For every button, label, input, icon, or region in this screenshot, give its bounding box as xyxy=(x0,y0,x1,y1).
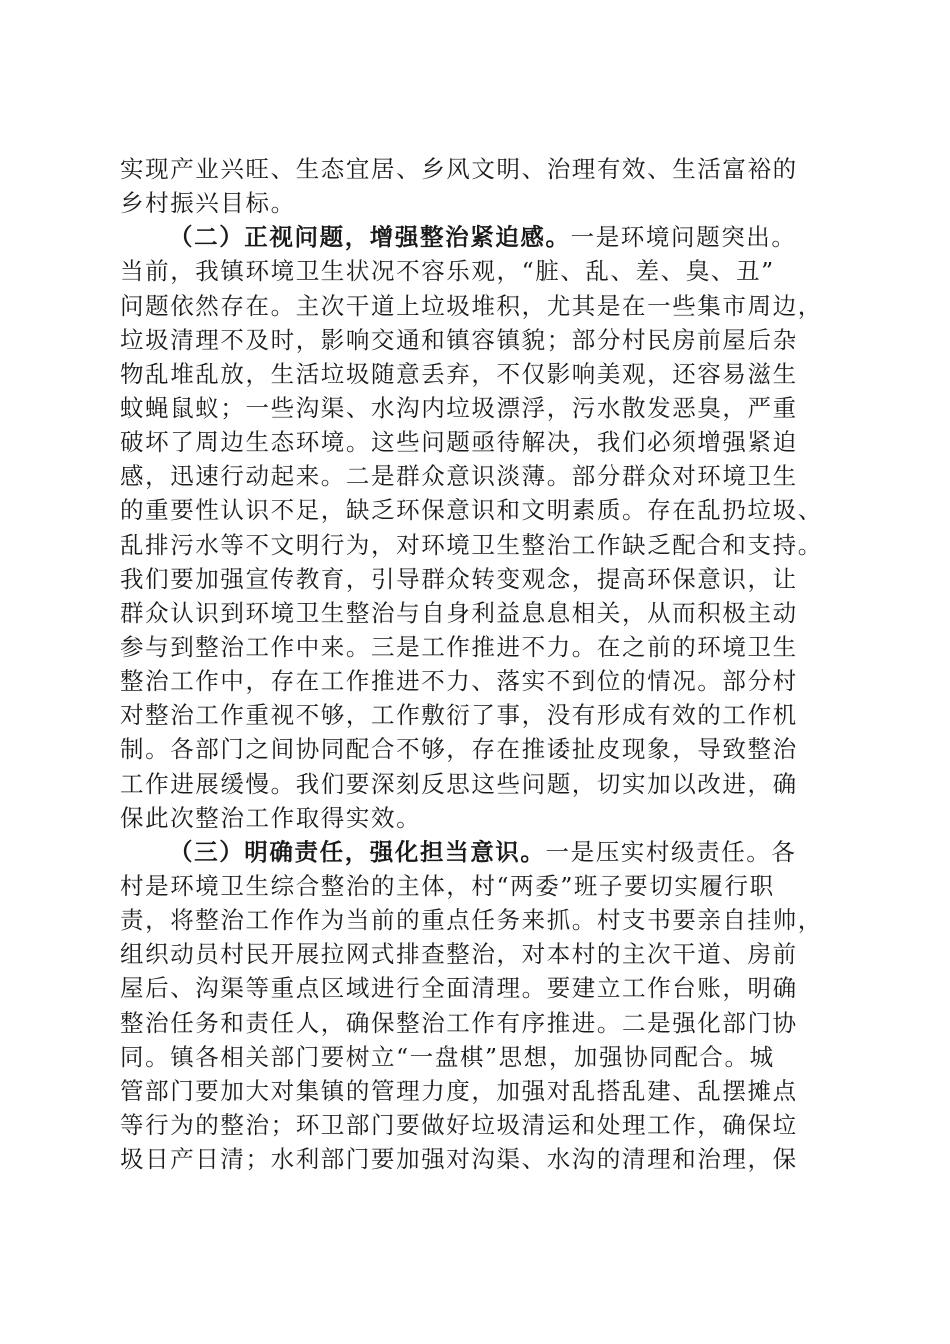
text-line: 整治工作中，存在工作推进不力、落实不到位的情况。部分村 xyxy=(120,667,798,696)
text-line: 组织动员村民开展拉网式排查整治，对本村的主次干道、房前 xyxy=(120,940,798,969)
text-line: 问题依然存在。主次干道上垃圾堆积，尤其是在一些集市周边， xyxy=(120,291,823,320)
paragraph-2 xyxy=(120,220,840,835)
text-run: 一是压实村级责任。各 xyxy=(545,837,797,866)
text-line: 实现产业兴旺、生态宜居、乡风文明、治理有效、生活富裕的 xyxy=(120,155,798,183)
text-line: 乡村振兴目标。 xyxy=(120,189,296,218)
text-line: 群众认识到环境卫生整治与自身利益息息相关，从而积极主动 xyxy=(120,598,798,627)
text-line: 工作进展缓慢。我们要深刻反思这些问题，切实加以改进，确 xyxy=(120,769,798,798)
text-line: 参与到整治工作中来。三是工作推进不力。在之前的环境卫生 xyxy=(120,632,798,661)
text-line: 感，迅速行动起来。二是群众意识淡薄。部分群众对环境卫生 xyxy=(120,462,798,491)
text-line: 村是环境卫生综合整治的主体，村“两委”班子要切实履行职 xyxy=(120,871,775,900)
text-line: 管部门要加大对集镇的管理力度，加强对乱搭乱建、乱摆摊点 xyxy=(120,1076,798,1105)
paragraph-3 xyxy=(120,835,840,1176)
text-run: 一是环境问题突出。 xyxy=(570,223,797,252)
text-line: 圾日产日清；水利部门要加强对沟渠、水沟的清理和治理，保 xyxy=(120,1145,798,1174)
text-line: 破坏了周边生态环境。这些问题亟待解决，我们必须增强紧迫 xyxy=(120,428,798,457)
text-line: 保此次整治工作取得实效。 xyxy=(120,803,422,832)
paragraph-first-line xyxy=(120,835,840,869)
text-line: 屋后、沟渠等重点区域进行全面清理。要建立工作台账，明确 xyxy=(120,974,798,1003)
document-body xyxy=(120,152,840,1176)
text-line: 物乱堆乱放，生活垃圾随意丢弃，不仅影响美观，还容易滋生 xyxy=(120,359,798,388)
paragraph-1 xyxy=(120,152,840,220)
text-line: 责，将整治工作作为当前的重点任务来抓。村支书要亲自挂帅， xyxy=(120,906,823,935)
section-heading: （二）正视问题，增强整治紧迫感。 xyxy=(169,223,571,252)
paragraph-first-line xyxy=(120,220,840,254)
text-line: 的重要性认识不足，缺乏环保意识和文明素质。存在乱扔垃圾、 xyxy=(120,496,823,525)
text-line: 同。镇各相关部门要树立“一盘棋”思想，加强协同配合。城 xyxy=(120,1042,775,1071)
text-line: 制。各部门之间协同配合不够，存在推诿扯皮现象，导致整治 xyxy=(120,735,798,764)
section-heading: （三）明确责任，强化担当意识。 xyxy=(169,837,546,866)
text-line: 垃圾清理不及时，影响交通和镇容镇貌；部分村民房前屋后杂 xyxy=(120,325,798,354)
text-line: 蚊蝇鼠蚁；一些沟渠、水沟内垃圾漂浮，污水散发恶臭，严重 xyxy=(120,393,798,422)
text-line: 整治任务和责任人，确保整治工作有序推进。二是强化部门协 xyxy=(120,1008,798,1037)
text-line: 对整治工作重视不够，工作敷衍了事，没有形成有效的工作机 xyxy=(120,701,798,730)
text-line: 乱排污水等不文明行为，对环境卫生整治工作缺乏配合和支持。 xyxy=(120,530,823,559)
text-line: 我们要加强宣传教育，引导群众转变观念，提高环保意识，让 xyxy=(120,564,798,593)
text-line: 等行为的整治；环卫部门要做好垃圾清运和处理工作，确保垃 xyxy=(120,1110,798,1139)
text-line: 当前，我镇环境卫生状况不容乐观，“脏、乱、差、臭、丑” xyxy=(120,257,775,286)
